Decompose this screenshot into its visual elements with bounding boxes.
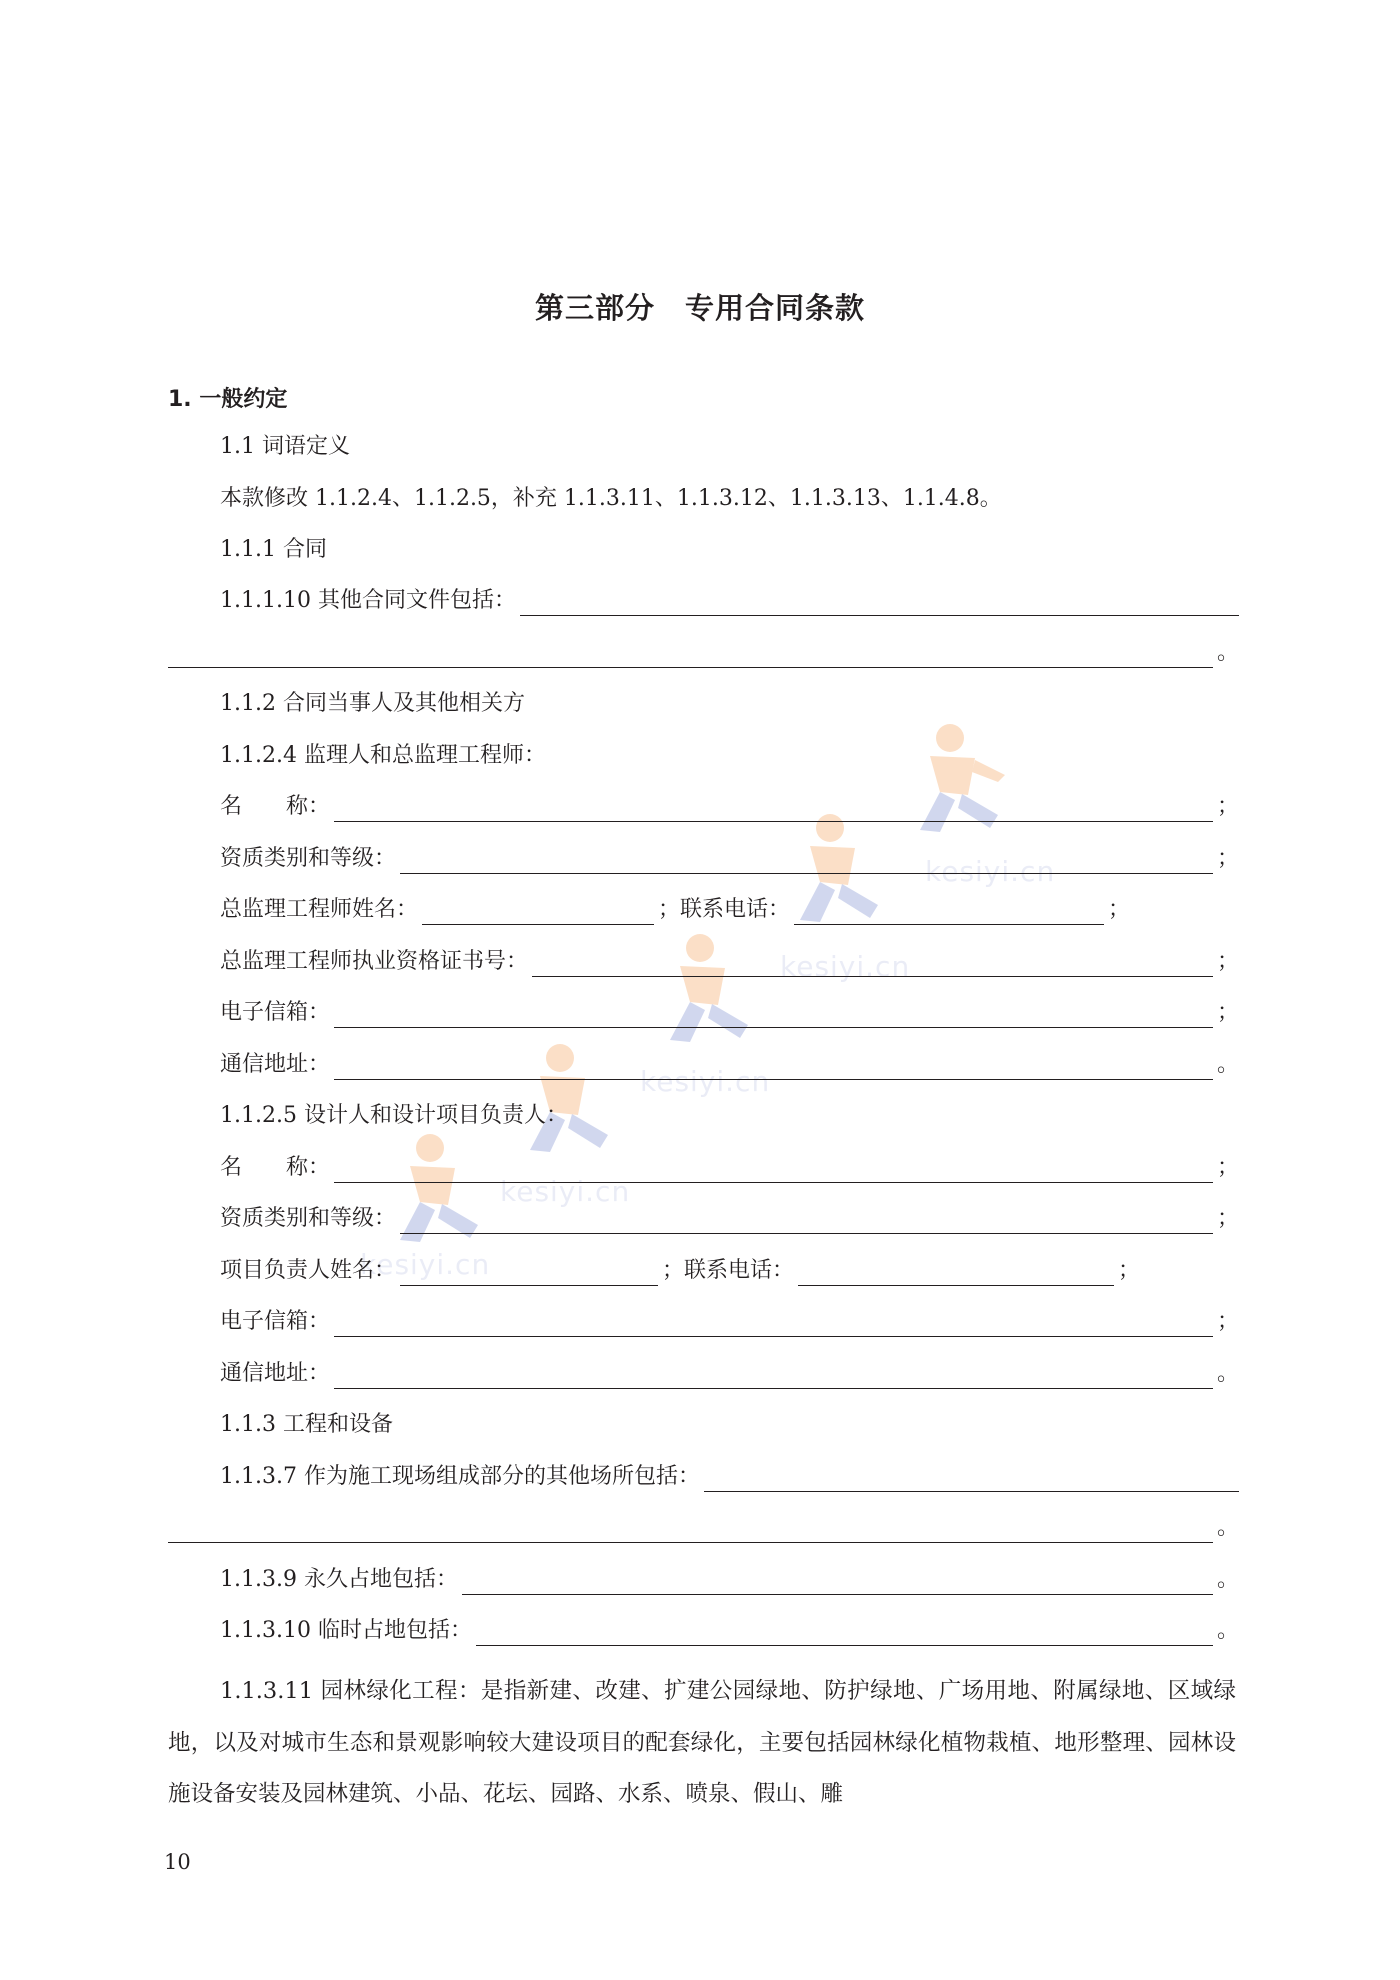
certificate-label: 总监理工程师执业资格证书号： [220,949,529,974]
other-docs-field[interactable] [520,591,1239,616]
name-label: 名 称： [220,1155,331,1180]
qualification-label: 资质类别和等级： [220,846,397,871]
form-row-permanent-land [220,1561,1240,1595]
form-row-chief-engineer [220,891,1235,925]
project-lead-phone-field[interactable] [798,1261,1114,1286]
period-mark: 。 [1217,1361,1240,1386]
designer-email-field[interactable] [334,1312,1213,1337]
name-label: 名 称： [220,794,331,819]
semicolon-mark: ； [1118,1258,1141,1283]
field-label: 1.1.3.7 作为施工现场组成部分的其他场所包括： [220,1464,700,1489]
qualification-label: 资质类别和等级： [220,1206,397,1231]
form-row-other-docs [220,582,1243,616]
period-mark: 。 [1217,1515,1240,1540]
semicolon-mark: ； [1217,1155,1240,1180]
clause-label: 1.1.2.5 设计人和设计项目负责人： [220,1103,568,1128]
page-title: 第三部分 专用合同条款 [534,291,865,325]
form-row-email [220,994,1240,1028]
semicolon-mark: ； [1217,846,1240,871]
section-heading: 1. 一般约定 [168,387,288,412]
field-label: 1.1.3.10 临时占地包括： [220,1618,472,1643]
amendment-note [220,480,1235,514]
clause-heading [220,1406,1235,1440]
watermark-text: kesiyi.cn [925,855,1056,888]
clause-label: 1.1.3 工程和设备 [220,1412,393,1437]
form-row-address [220,1355,1240,1389]
other-sites-field-cont[interactable] [168,1518,1213,1543]
clause-heading [220,531,1235,565]
form-row-qualification [220,1200,1240,1234]
period-mark: 。 [1217,1618,1240,1643]
clause-label: 1.1.1 合同 [220,537,327,562]
designer-qualification-field[interactable] [400,1209,1213,1234]
field-label: 1.1.3.9 永久占地包括： [220,1567,458,1592]
form-row-temporary-land [220,1612,1240,1646]
form-row-project-lead [220,1252,1235,1286]
clause-heading [220,685,1235,719]
project-lead-name-field[interactable] [400,1261,658,1286]
email-label: 电子信箱： [220,1309,331,1334]
form-row-email [220,1303,1240,1337]
semicolon-mark: ； [1217,1206,1240,1231]
permanent-land-field[interactable] [462,1570,1213,1595]
form-row-qualification [220,840,1240,874]
subsection-label: 1.1 词语定义 [220,434,350,459]
form-row-continuation [168,634,1240,668]
form-row-other-sites [220,1458,1243,1492]
watermark-text: kesiyi.cn [780,950,911,983]
supervisor-qualification-field[interactable] [400,849,1213,874]
watermark-text: kesiyi.cn [500,1175,631,1208]
watermark-text: kesiyi.cn [360,1248,491,1281]
semicolon-mark: ； [1217,1000,1240,1025]
form-row-name [220,1149,1240,1183]
landscaping-definition-paragraph: 1.1.3.11 园林绿化工程：是指新建、改建、扩建公园绿地、防护绿地、广场用地、附属绿地、区域绿地，以及对城市生态和景观影响较大建设项目的配套绿化，主要包括园林绿化植物栽植、地形整理、园林设施设备安装及园林建筑、小品、花坛、园路、水系、喷泉、假山、雕 [168,1678,1236,1807]
form-row-name [220,788,1240,822]
other-sites-field[interactable] [704,1467,1239,1492]
supervisor-email-field[interactable] [334,1003,1213,1028]
address-label: 通信地址： [220,1052,331,1077]
designer-name-field[interactable] [334,1158,1213,1183]
phone-label: ；联系电话： [662,1258,795,1283]
page-number: 10 [164,1850,191,1874]
clause-heading [220,737,1235,771]
subsection-heading [220,428,1235,462]
project-lead-label: 项目负责人姓名： [220,1258,397,1283]
period-mark: 。 [1217,640,1240,665]
watermark-text: kesiyi.cn [640,1065,771,1098]
clause-heading [220,1097,1235,1131]
semicolon-mark: ； [1217,794,1240,819]
period-mark: 。 [1217,1052,1240,1077]
form-row-continuation [168,1509,1240,1543]
chief-engineer-label: 总监理工程师姓名： [220,897,419,922]
clause-label: 1.1.2 合同当事人及其他相关方 [220,691,525,716]
note-text: 本款修改 1.1.2.4、1.1.2.5，补充 1.1.3.11、1.1.3.12、1.1.3.13、1.1.4.8。 [220,486,1002,511]
other-docs-field-cont[interactable] [168,643,1213,668]
field-label: 1.1.1.10 其他合同文件包括： [220,588,516,613]
certificate-field[interactable] [532,952,1213,977]
supervisor-address-field[interactable] [334,1055,1213,1080]
supervisor-name-field[interactable] [334,797,1213,822]
form-row-certificate [220,943,1240,977]
designer-address-field[interactable] [334,1364,1213,1389]
clause-label: 1.1.2.4 监理人和总监理工程师： [220,743,546,768]
chief-engineer-phone-field[interactable] [794,900,1104,925]
address-label: 通信地址： [220,1361,331,1386]
email-label: 电子信箱： [220,1000,331,1025]
phone-label: ；联系电话： [658,897,791,922]
period-mark: 。 [1217,1567,1240,1592]
semicolon-mark: ； [1108,897,1131,922]
chief-engineer-name-field[interactable] [422,900,654,925]
semicolon-mark: ； [1217,1309,1240,1334]
form-row-address [220,1046,1240,1080]
semicolon-mark: ； [1217,949,1240,974]
temporary-land-field[interactable] [476,1621,1213,1646]
